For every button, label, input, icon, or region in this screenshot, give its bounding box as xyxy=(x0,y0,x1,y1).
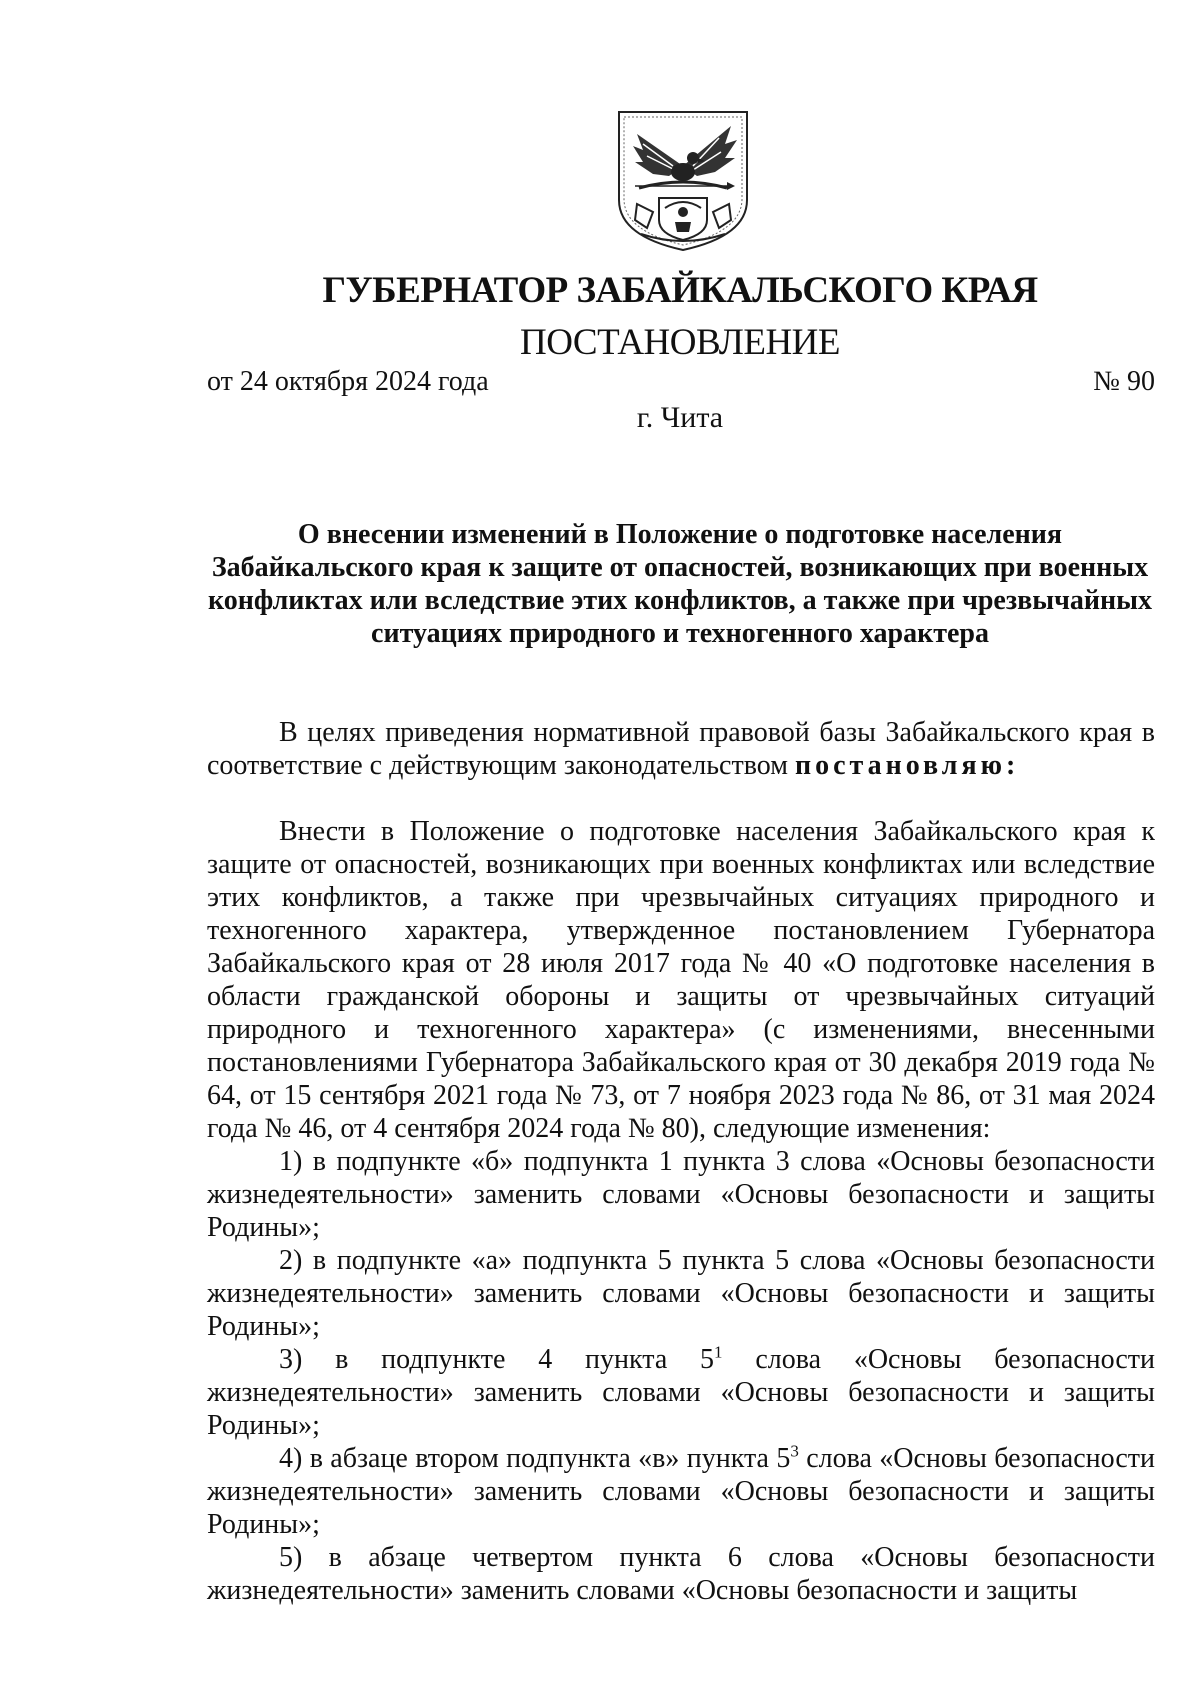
date-number-line xyxy=(207,364,1155,400)
preamble-paragraph xyxy=(207,716,1155,782)
preamble-text: В целях приведения нормативной правовой базы Забайкальского края в соответствие с действующим законодательством xyxy=(207,717,1155,781)
document-date: от 24 октября 2024 года xyxy=(207,366,489,397)
document-title: О внесении изменений в Положение о подготовке населения Забайкальского края к защите от опасностей, возникающих при военных конфликтах или вследствие этих конфликтов, а также при чрезвычайных ситуациях природного и техногенного характера xyxy=(208,519,1153,649)
list-item-1: 1) в подпункте «б» подпункта 1 пункта 3 слова «Основы безопасности жизнедеятельности» заменить словами «Основы безопасности и защиты Родины»; xyxy=(207,1146,1155,1243)
list-item-2: 2) в подпункте «а» подпункта 5 пункта 5 слова «Основы безопасности жизнедеятельности» заменить словами «Основы безопасности и защиты Родины»; xyxy=(207,1245,1155,1342)
issuing-authority: ГУБЕРНАТОР ЗАБАЙКАЛЬСКОГО КРАЯ xyxy=(322,270,1038,311)
list-item-5: 5) в абзаце четвертом пункта 6 слова «Основы безопасности жизнедеятельности» заменить словами «Основы безопасности и защиты xyxy=(207,1542,1155,1606)
list-item-3-superscript: 1 xyxy=(714,1342,723,1362)
list-item-4-text-end: слова «Основы безопасности жизнедеятельности» заменить словами «Основы безопасности и защиты Родины»; xyxy=(207,1443,1155,1540)
resolve-word: постановляю: xyxy=(794,750,1020,781)
list-item-3 xyxy=(207,1343,1155,1442)
list-item-3-text-start: 3) в подпункте 4 пункта 5 xyxy=(279,1344,715,1375)
list-item-4-text-start: 4) в абзаце втором подпункта «в» пункта 5 xyxy=(279,1443,791,1474)
main-paragraph: Внести в Положение о подготовке населения Забайкальского края к защите от опасностей, возникающих при военных конфликтах или вследствие этих конфликтов, а также при чрезвычайных ситуациях природного и техногенного характера, утвержденное постановлением Губернатора Забайкальского края от 28 июля 2017 года № 40 «О подготовке населения в области гражданской обороны и защиты от чрезвычайных ситуаций природного и техногенного характера» (с изменениями, внесенными постановлениями Губернатора Забайкальского края от 30 декабря 2019 года № 64, от 15 сентября 2021 года № 73, от 7 ноября 2023 года № 86, от 31 мая 2024 года № 46, от 4 сентября 2024 года № 80), следующие изменения: xyxy=(207,816,1155,1144)
list-item-3-text-end: слова «Основы безопасности жизнедеятельности» заменить словами «Основы безопасности и защиты Родины»; xyxy=(207,1344,1156,1441)
document-number: № 90 xyxy=(1093,366,1155,397)
list-item-4-superscript: 3 xyxy=(790,1441,799,1461)
coat-of-arms-icon xyxy=(613,108,753,254)
document-body xyxy=(207,716,1155,1607)
document-type: ПОСТАНОВЛЕНИЕ xyxy=(520,322,840,363)
document-city: г. Чита xyxy=(636,401,724,434)
list-item-4 xyxy=(207,1442,1155,1541)
